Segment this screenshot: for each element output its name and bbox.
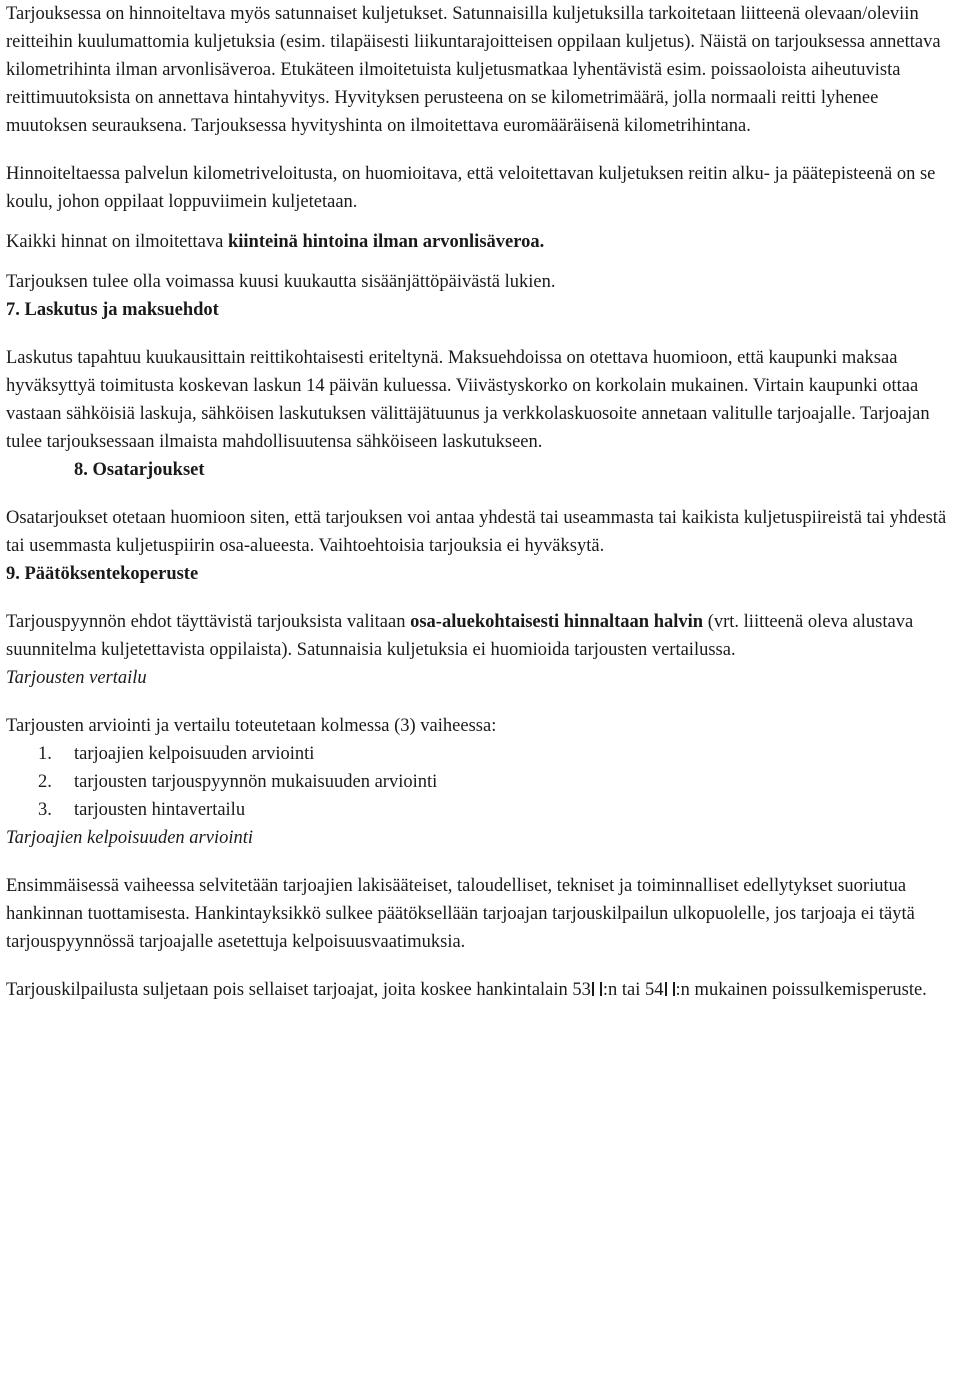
paragraph-laskutus: Laskutus tapahtuu kuukausittain reittikohtaisesti eriteltynä. Maksuehdoissa on otettava huomioon, että kaupunki maksaa hyväksyttyä toimitusta koskevan laskun 14 päivän kuluessa. Viivästyskorko on korkolain mukainen. Virtain kaupunki ottaa vastaan sähköisiä laskuja, sähköisen laskutuksen välittäjätuunus ja verkkolaskuosoite annetaan valitulle tarjoajalle. Tarjoajan tulee tarjouksessaan ilmaista mahdollisuutensa sähköiseen laskutukseen.: [6, 348, 930, 452]
heading-osatarjoukset: 8. Osatarjoukset: [74, 460, 205, 480]
paragraph-satunnaiset-kuljetukset: Tarjouksessa on hinnoiteltava myös satunnaiset kuljetukset. Satunnaisilla kuljetuksilla tarkoitetaan liitteenä olevaan/oleviin reitteihin kuulumattomia kuljetuksia (esim. tilapäisesti liikuntarajoitteisen oppilaan kuljetus). Näistä on tarjouksessa annettava kilometrihinta ilman arvonlisäveroa. Etukäteen ilmoitetuista kuljetusmatkaa lyhentävistä esim. poissaoloista aiheutuvista reittimuutoksista on annettava hintahyvitys. Hyvityksen perusteena on se kilometrimäärä, jolla normaali reitti lyhenee muutoksen seurauksena. Tarjouksessa hyvityshinta on ilmoitettava euromääräisenä kilometrihintana.: [6, 4, 941, 136]
paragraph-poissulkeminen-b: :n tai 54: [602, 980, 664, 1000]
heading-laskutus: 7. Laskutus ja maksuehdot: [6, 300, 219, 320]
list-item-text: tarjousten hintavertailu: [74, 800, 246, 820]
list-item-number: 1.: [38, 744, 52, 764]
list-item: [6, 796, 954, 824]
list-item: [6, 768, 954, 796]
paragraph-hinnat: [6, 228, 954, 256]
list-item-text: tarjoajien kelpoisuuden arviointi: [74, 744, 315, 764]
paragraph-paatos-suffix: (vrt. liitteenä oleva alustava suunnitelma kuljetettavista oppilaista). Satunnaisia kuljetuksia ei huomioida tarjousten vertailussa.: [6, 612, 914, 660]
paragraph-poissulkeminen: [6, 976, 954, 1004]
paragraph-voimassaolo: Tarjouksen tulee olla voimassa kuusi kuukautta sisäänjättöpäivästä lukien.: [6, 272, 556, 292]
paragraph-kilometriveloitus: Hinnoiteltaessa palvelun kilometriveloitusta, on huomioitava, että veloitettavan kuljetuksen reitin alku- ja päätepisteenä on se koulu, johon oppilaat loppuviimein kuljetetaan.: [6, 164, 936, 212]
list-item: [6, 740, 954, 768]
section-sign-icon: [592, 980, 602, 998]
paragraph-paatos-text: Tarjouspyynnön ehdot täyttävistä tarjouksista valitaan: [6, 612, 411, 632]
paragraph-paatoksentekoperuste: [6, 608, 954, 664]
paragraph-hinnat-text: Kaikki hinnat on ilmoitettava: [6, 232, 228, 252]
list-item-text: tarjousten tarjouspyynnön mukaisuuden arviointi: [74, 772, 438, 792]
subheading-tarjousten-vertailu: Tarjousten vertailu: [6, 668, 147, 688]
paragraph-kelpoisuus: Ensimmäisessä vaiheessa selvitetään tarjoajien lakisääteiset, taloudelliset, tekniset ja toiminnalliset edellytykset suoriutua hankinnan tuottamisesta. Hankintayksikkö sulkee päätöksellään tarjoajan tarjouskilpailun ulkopuolelle, jos tarjoaja ei täytä tarjouspyynnössä tarjoajalle asetettuja kelpoisuusvaatimuksia.: [6, 876, 915, 952]
subheading-kelpoisuuden-arviointi: Tarjoajien kelpoisuuden arviointi: [6, 828, 254, 848]
section-sign-icon: [665, 980, 675, 998]
heading-paatoksentekoperuste: 9. Päätöksentekoperuste: [6, 564, 199, 584]
list-item-number: 3.: [38, 800, 52, 820]
paragraph-vertailu-vaiheet: Tarjousten arviointi ja vertailu toteutetaan kolmessa (3) vaiheessa:: [6, 716, 497, 736]
steps-list: [6, 740, 954, 824]
paragraph-poissulkeminen-c: :n mukainen poissulkemisperuste.: [675, 980, 927, 1000]
paragraph-poissulkeminen-a: Tarjouskilpailusta suljetaan pois sellaiset tarjoajat, joita koskee hankintalain 53: [6, 980, 591, 1000]
paragraph-paatos-bold: osa-aluekohtaisesti hinnaltaan halvin: [410, 612, 704, 632]
paragraph-osatarjoukset: Osatarjoukset otetaan huomioon siten, että tarjouksen voi antaa yhdestä tai useammasta tai kaikista kuljetuspiireistä tai yhdestä tai usemmasta kuljetuspiirin osa-alueesta. Vaihtoehtoisia tarjouksia ei hyväksytä.: [6, 508, 947, 556]
list-item-number: 2.: [38, 772, 52, 792]
paragraph-hinnat-bold: kiinteinä hintoina ilman arvonlisäveroa.: [227, 232, 545, 252]
